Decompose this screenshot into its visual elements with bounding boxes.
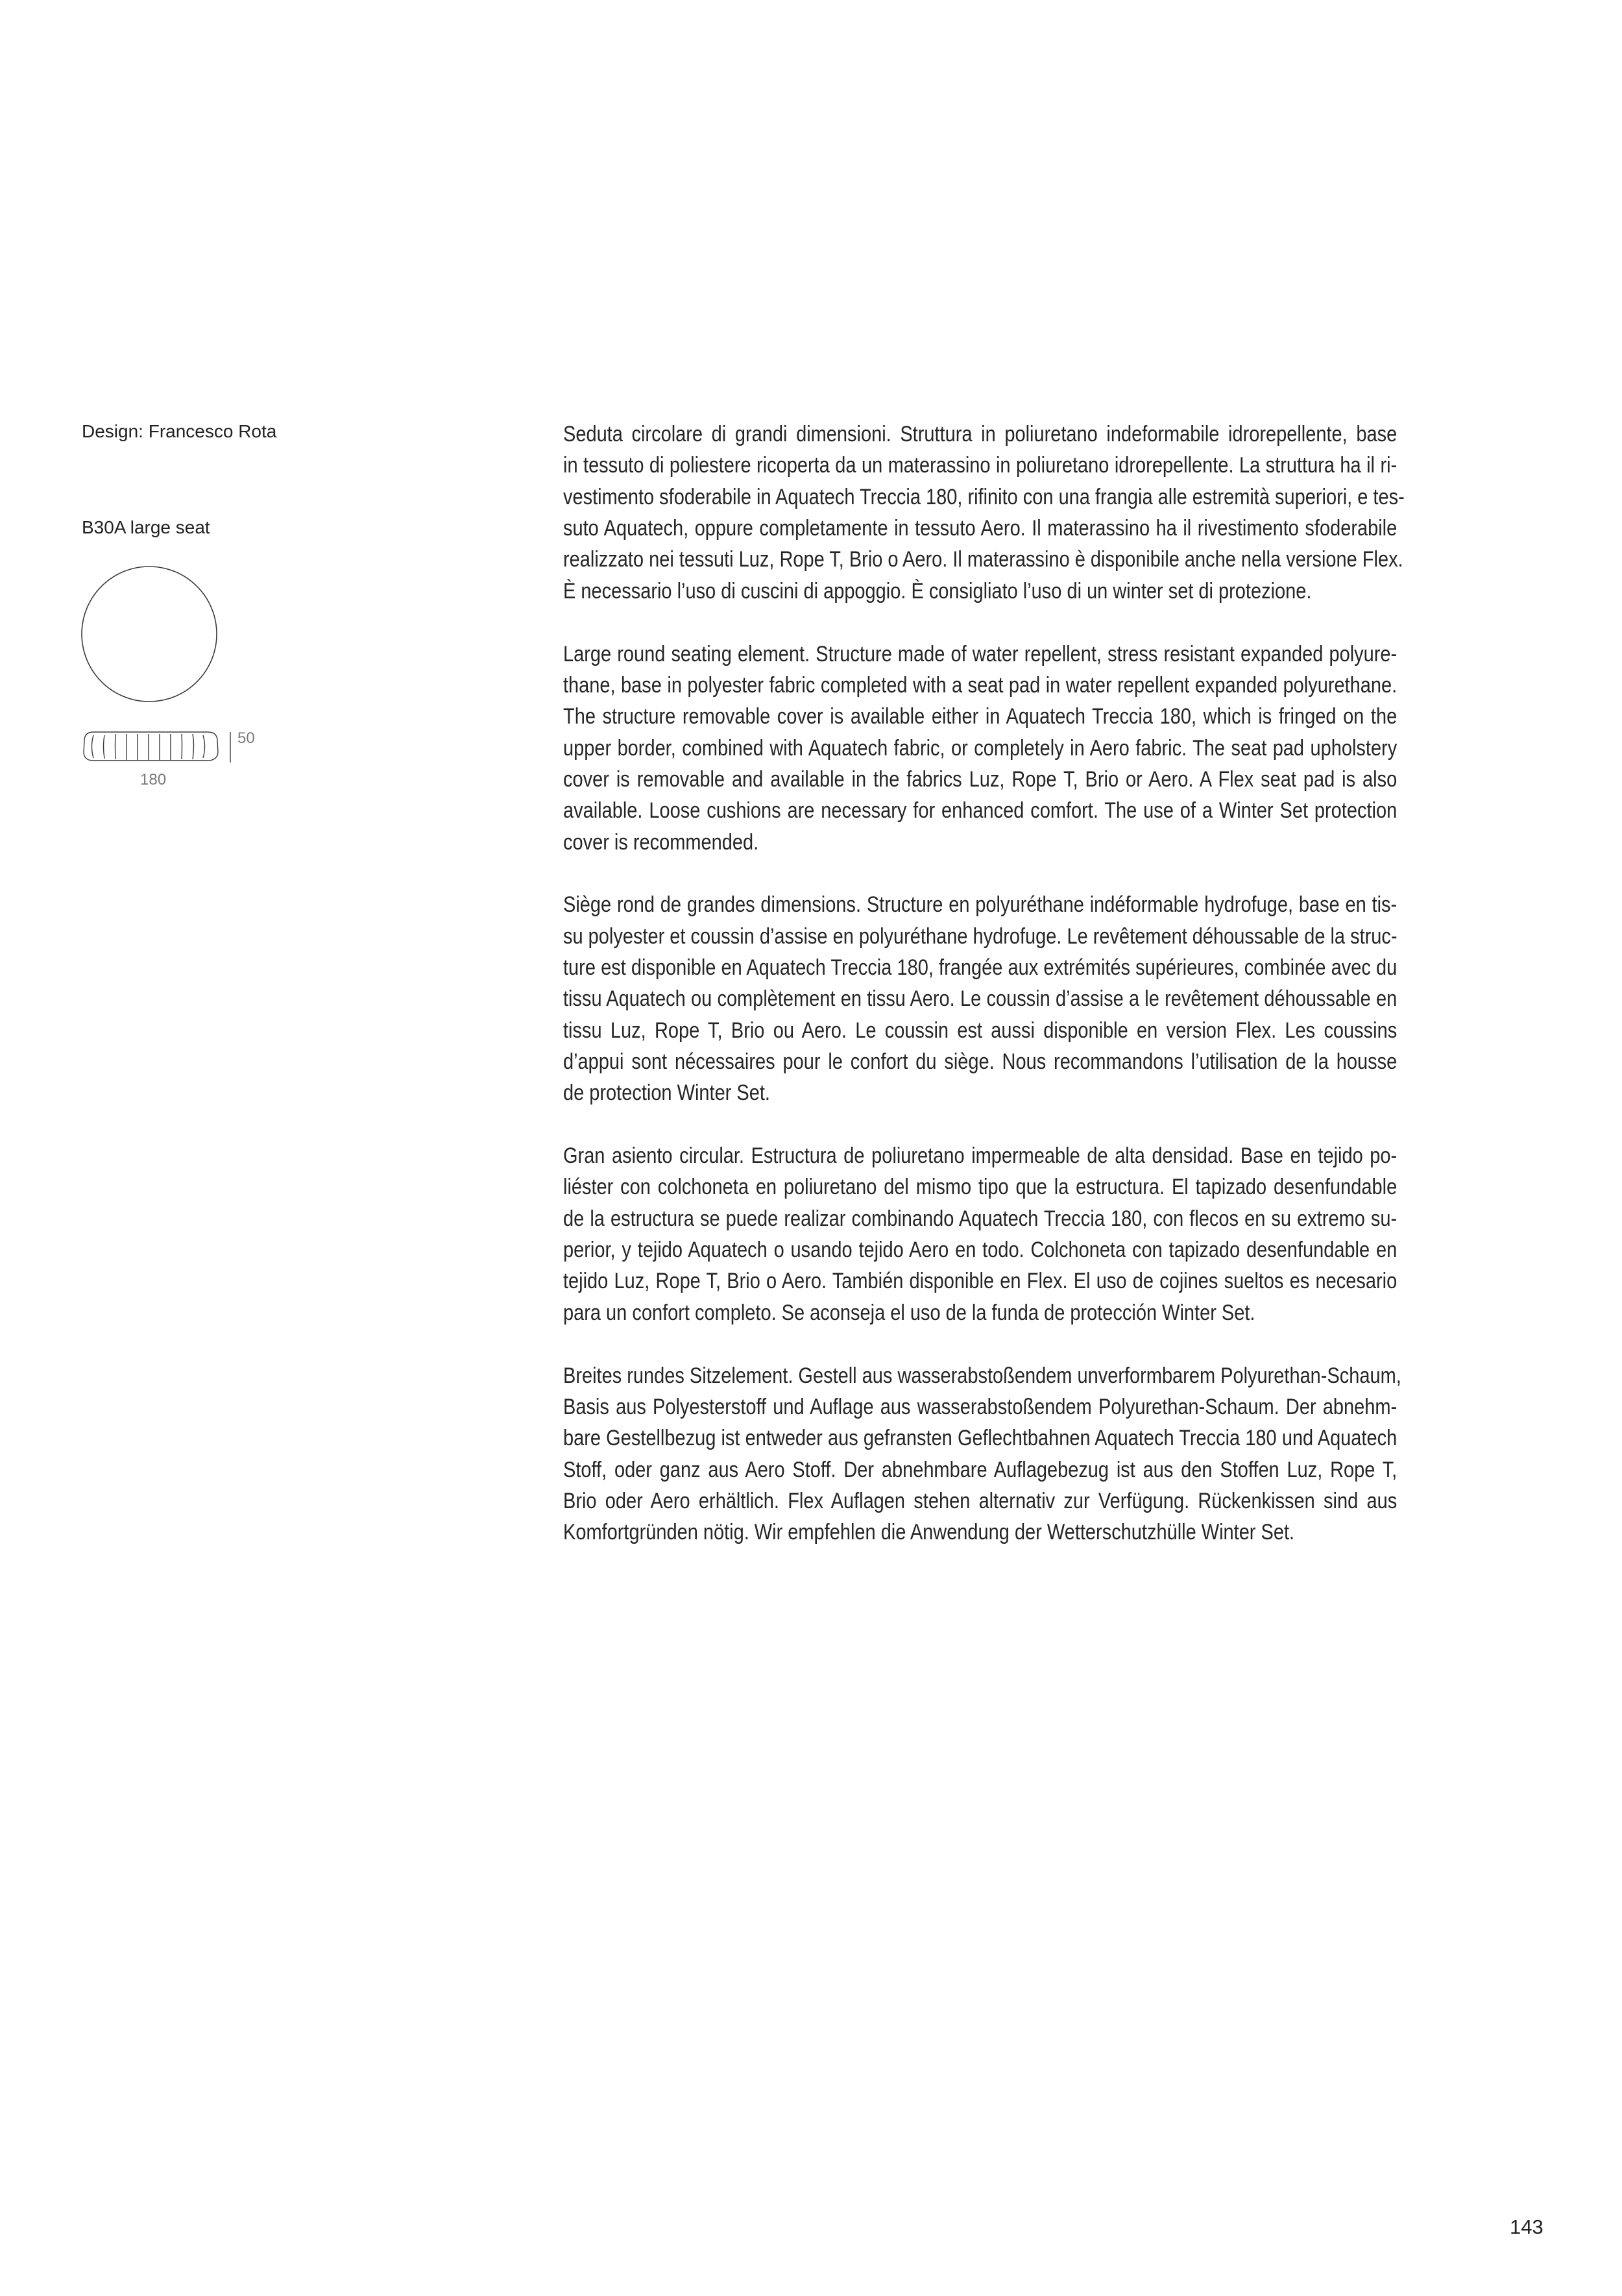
- text-line: È necessario l’uso di cuscini di appoggio. È consigliato l’uso di un winter set di protezione.: [563, 578, 1312, 604]
- text-line: para un confort completo. Se aconseja el uso de la funda de protección Winter Set.: [563, 1300, 1255, 1325]
- text-line: cover is recommended.: [563, 829, 759, 855]
- paragraph-german: [563, 1360, 1401, 1548]
- text-line: upper border, combined with Aquatech fabric, or completely in Aero fabric. The seat pad upholstery: [563, 735, 1398, 761]
- text-line: in tessuto di poliestere ricoperta da un materassino in poliuretano idrorepellente. La struttura ha il ri-: [563, 453, 1398, 478]
- text-line: Seduta circolare di grandi dimensioni. Struttura in poliuretano indeformabile idrorepellente, base: [563, 422, 1398, 446]
- text-line: perior, y tejido Aquatech o usando tejido Aero en todo. Colchoneta con tapizado desenfundable en: [563, 1238, 1398, 1263]
- text-line: Komfortgründen nötig. Wir empfehlen die Anwendung der Wetterschutzhülle Winter Set.: [563, 1520, 1295, 1545]
- text-line: Stoff, oder ganz aus Aero Stoff. Der abnehmbare Auflagebezug ist aus den Stoffen Luz, Rope T,: [563, 1457, 1398, 1482]
- product-drawing: [0, 0, 272, 798]
- text-line: Large round seating element. Structure made of water repellent, stress resistant expanded polyure-: [563, 641, 1398, 666]
- text-line: tissu Aquatech ou complètement en tissu Aero. Le coussin d’assise a le revêtement déhoussable en: [563, 986, 1398, 1012]
- text-line: Breites rundes Sitzelement. Gestell aus wasserabstoßendem unverformbarem Polyurethan-Schaum,: [563, 1363, 1401, 1388]
- paragraph-english: [563, 639, 1398, 858]
- paragraph-italian: [563, 419, 1405, 607]
- text-line: thane, base in polyester fabric completed with a seat pad in water repellent expanded polyurethane.: [563, 672, 1398, 698]
- text-line: The structure removable cover is available either in Aquatech Treccia 180, which is fringed on the: [563, 704, 1398, 729]
- text-line: realizzato nei tessuti Luz, Rope T, Brio o Aero. Il materassino è disponibile anche nella versione Flex.: [563, 547, 1403, 572]
- text-line: de protection Winter Set.: [563, 1081, 770, 1106]
- text-line: ture est disponible en Aquatech Treccia 180, frangée aux extrémités supérieures, combinée avec du: [563, 955, 1398, 980]
- page-number: 143: [1510, 2216, 1543, 2238]
- text-line: liéster con colchoneta en poliuretano del mismo tipo que la estructura. El tapizado desenfundable: [563, 1175, 1398, 1200]
- text-line: de la estructura se puede realizar combinando Aquatech Treccia 180, con flecos en su extremo su-: [563, 1206, 1398, 1231]
- text-line: tejido Luz, Rope T, Brio o Aero. También disponible en Flex. El uso de cojines sueltos es necesario: [563, 1269, 1398, 1294]
- text-line: Siège rond de grandes dimensions. Structure en polyuréthane indéformable hydrofuge, base en tis-: [563, 892, 1398, 918]
- text-line: Basis aus Polyesterstoff und Auflage aus wasserabstoßendem Polyurethan-Schaum. Der abnehm-: [563, 1394, 1398, 1419]
- text-line: d’appui sont nécessaires pour le confort du siège. Nous recommandons l’utilisation de la housse: [563, 1049, 1398, 1075]
- paragraph-french: [563, 889, 1398, 1108]
- paragraph-spanish: [563, 1140, 1398, 1328]
- designer-credit: Design: Francesco Rota: [82, 421, 277, 441]
- width-dimension-label: 180: [140, 771, 167, 788]
- text-line: tissu Luz, Rope T, Brio ou Aero. Le coussin est aussi disponible en version Flex. Les coussins: [563, 1018, 1398, 1043]
- text-line: suto Aquatech, oppure completamente in tessuto Aero. Il materassino ha il rivestimento sfoderabile: [563, 516, 1398, 541]
- text-line: available. Loose cushions are necessary for enhanced comfort. The use of a Winter Set protection: [563, 798, 1398, 824]
- text-line: su polyester et coussin d’assise en polyuréthane hydrofuge. Le revêtement déhoussable de la struc-: [563, 923, 1398, 949]
- product-name: B30A large seat: [82, 517, 210, 537]
- height-dimension-label: 50: [237, 729, 255, 747]
- top-view-circle-icon: [82, 567, 217, 702]
- text-line: bare Gestellbezug ist entweder aus gefransten Geflechtbahnen Aquatech Treccia 180 und Aquatech: [563, 1426, 1398, 1451]
- text-line: Brio oder Aero erhältlich. Flex Auflagen stehen alternativ zur Verfügung. Rückenkissen sind aus: [563, 1488, 1398, 1513]
- text-line: cover is removable and available in the fabrics Luz, Rope T, Brio or Aero. A Flex seat pad is also: [563, 766, 1398, 792]
- side-view-pouf-icon: [84, 732, 218, 761]
- text-line: Gran asiento circular. Estructura de poliuretano impermeable de alta densidad. Base en tejido po-: [563, 1143, 1398, 1169]
- text-line: vestimento sfoderabile in Aquatech Treccia 180, rifinito con una frangia alle estremità superiori, e tes-: [563, 484, 1405, 509]
